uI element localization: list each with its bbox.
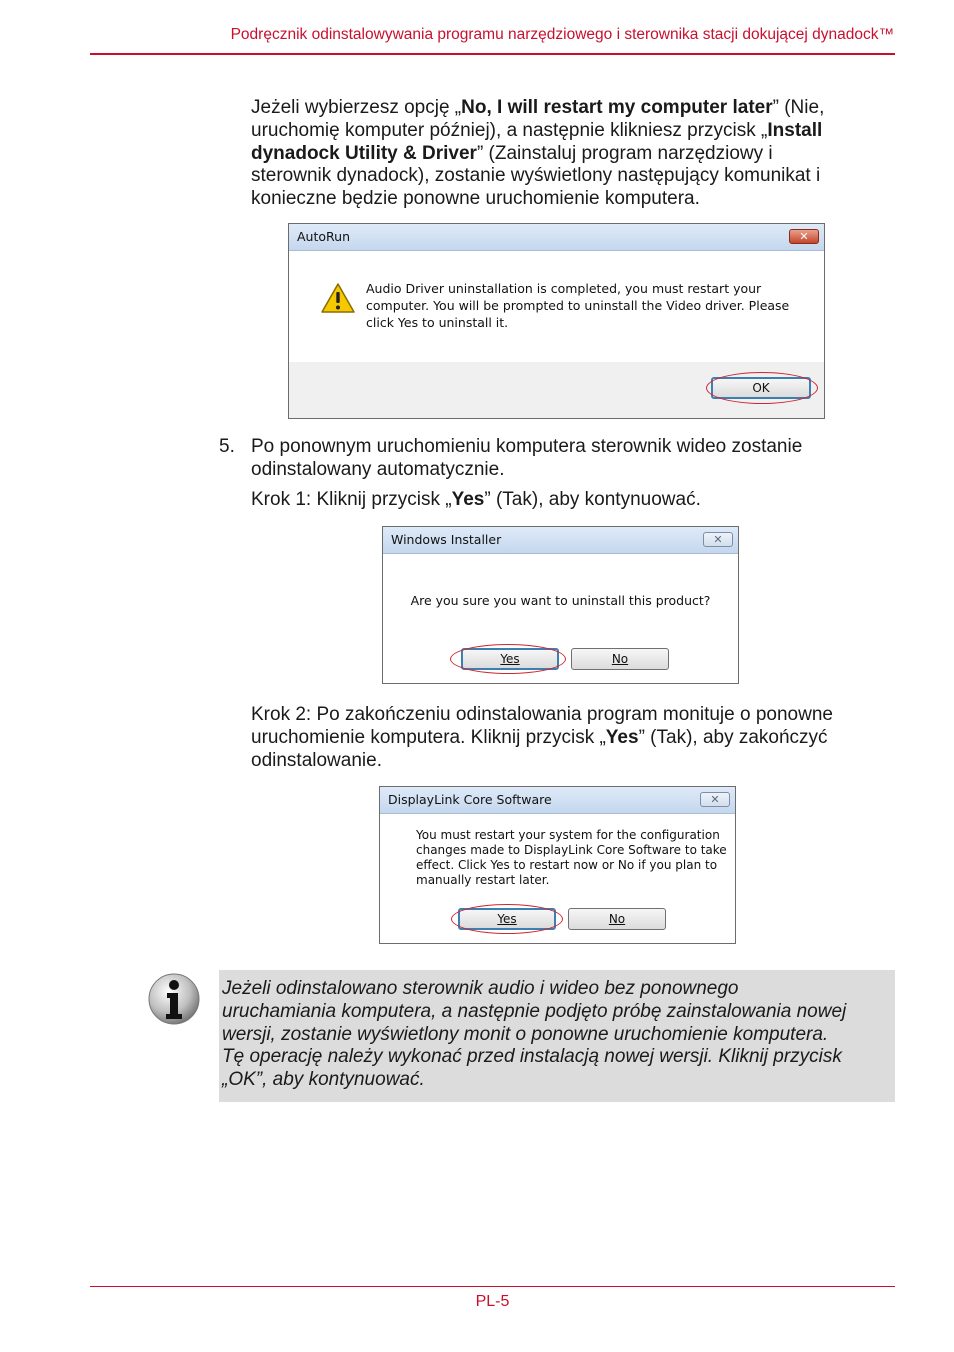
info-icon: [147, 972, 201, 1026]
dialog-message: Are you sure you want to uninstall this product?: [410, 593, 711, 608]
autorun-dialog: [288, 223, 825, 419]
no-button[interactable]: No: [571, 648, 669, 670]
intro-paragraph: Jeżeli wybierzesz opcję „No, I will restart my computer later” (Nie, uruchomię komputer później), a następnie klikniesz przycisk „Install dynadock Utility & Driver” (Zainstaluj program narzędziowy i sterownik dynadock), zostanie wyświetlony następujący komunikat i konieczne będzie ponowne uruchomienie komputera.: [251, 97, 825, 210]
warning-icon: [320, 282, 356, 314]
close-icon[interactable]: ✕: [700, 792, 730, 807]
dialog-titlebar: [383, 527, 738, 554]
yes-button[interactable]: Yes: [461, 648, 559, 670]
dialog-titlebar: [380, 787, 735, 814]
dialog-title: AutoRun: [297, 229, 350, 244]
ok-button[interactable]: OK: [711, 377, 811, 399]
windows-installer-dialog: [382, 526, 739, 684]
dialog-message: Audio Driver uninstallation is completed, you must restart your computer. You will be prompted to uninstall the Video driver. Please click Yes to uninstall it.: [366, 281, 790, 330]
note-text: Jeżeli odinstalowano sterownik audio i wideo bez ponownego uruchamiania komputera, a następnie podjęto próbę zainstalowania nowej wersji, zostanie wyświetlony monit o ponowne uruchomienie komputera. Tę operację należy wykonać przed instalacją nowej wersji. Kliknij przycisk „OK”, aby kontynuować.: [222, 978, 847, 1091]
highlight-ring: [450, 644, 566, 674]
step-number: 5.: [219, 436, 235, 457]
footer-rule: [90, 1286, 895, 1287]
page-number: PL-5: [475, 1293, 510, 1310]
yes-button[interactable]: Yes: [458, 908, 556, 930]
running-header: Podręcznik odinstalowywania programu narzędziowego i sterownika stacji dokującej dynadock™: [230, 26, 894, 43]
dialog-title: Windows Installer: [391, 532, 502, 547]
step2-text: Krok 2: Po zakończeniu odinstalowania program monituje o ponowne uruchomienie komputera. Kliknij przycisk „Yes” (Tak), aby zakończyć odinstalowanie.: [251, 704, 833, 771]
step5-text: Po ponownym uruchomieniu komputera sterownik wideo zostanie odinstalowany automatycznie.: [251, 436, 803, 480]
dialog-message: You must restart your system for the configuration changes made to DisplayLink Core Software to take effect. Click Yes to restart now or No if you plan to manually restart later.: [416, 828, 727, 887]
highlight-ring: [451, 904, 563, 934]
close-icon[interactable]: ✕: [789, 229, 819, 244]
displaylink-dialog: [379, 786, 736, 944]
dialog-title: DisplayLink Core Software: [388, 792, 552, 807]
header-rule: [90, 53, 895, 55]
dialog-titlebar: [289, 224, 824, 251]
step1-text: Krok 1: Kliknij przycisk „Yes” (Tak), aby kontynuować.: [251, 489, 701, 510]
close-icon[interactable]: ✕: [703, 532, 733, 547]
highlight-ring: [706, 372, 818, 404]
no-button[interactable]: No: [568, 908, 666, 930]
